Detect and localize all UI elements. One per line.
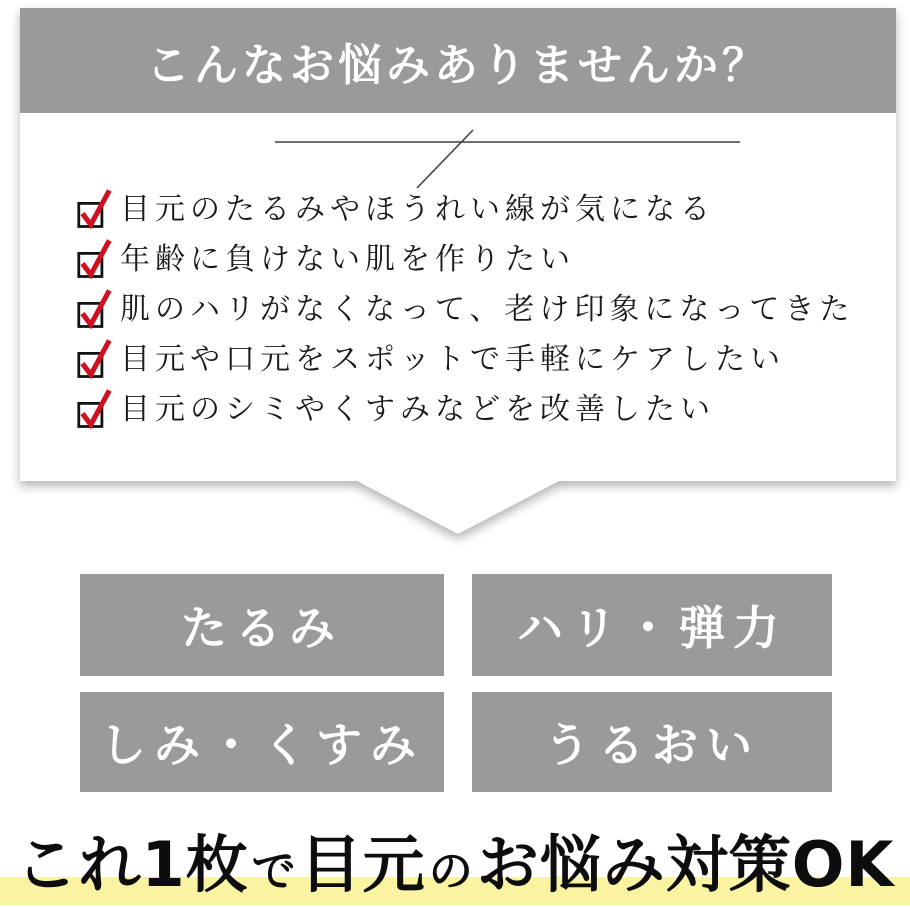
headline-segment: の [428,846,474,897]
checkbox-checked-icon [76,286,113,330]
checklist-item [76,283,854,333]
bubble-body [20,113,896,481]
concerns-checklist [76,183,854,433]
bubble-header [20,8,896,113]
checklist-item-text: 肌のハリがなくなって、老け印象になってきた [120,292,855,327]
concerns-bubble [20,8,896,481]
tag-box-tarumi [80,574,444,676]
checklist-item-text: 目元のたるみやほうれい線が気になる [120,192,715,227]
bubble-title: こんなお悩みありませんか？ [146,39,770,91]
tag-box-uruoi [472,692,832,792]
checklist-item-text: 年齢に負けない肌を作りたい [120,242,575,277]
checklist-item [76,383,854,433]
checkbox-checked-icon [76,386,113,430]
tag-box-hari-danryoku [472,574,832,676]
checklist-item-text: 目元のシミやくすみなどを改善したい [120,392,715,427]
checkbox-checked-icon [76,236,113,280]
tag-label: うるおい [544,718,760,772]
checkbox-checked-icon [76,336,113,380]
headline-segment: 目元 [299,828,426,901]
checklist-item [76,183,854,233]
headline-segment: で [251,846,297,897]
checklist-item [76,333,854,383]
headline-segment: お悩み対策OK [476,828,895,901]
tag-label: たるみ [181,601,343,655]
tag-box-shimi-kusumi [80,692,444,792]
checklist-item [76,233,854,283]
headline-segment: これ1枚 [15,828,249,901]
checkbox-checked-icon [76,186,113,230]
tag-label: ハリ・弾力 [517,601,787,655]
checklist-item-text: 目元や口元をスポットで手軽にケアしたい [120,342,785,377]
tag-label: しみ・くすみ [100,718,424,772]
bottom-headline [0,828,910,901]
bubble-tail-arrow [357,481,559,534]
